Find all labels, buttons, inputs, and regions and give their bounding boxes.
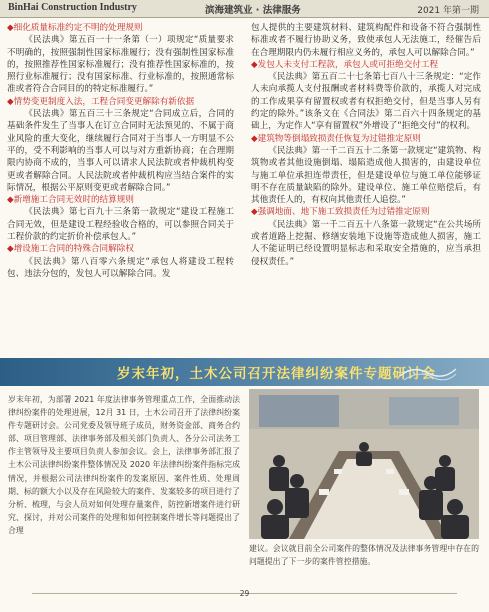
section-heading: ◆情势变更制度入法，工程合同变更解除有新依据 [7, 96, 195, 107]
section-heading: ◆增设施工合同的特殊合同解除权 [7, 244, 134, 255]
wave-ornament-icon [398, 361, 458, 383]
article-title-banner [0, 358, 489, 386]
body-paragraph: 《民法典》第八百零六条规定“承包人将建设工程转包、违法分包的，发包人可以解除合同。发 [7, 256, 234, 279]
article-body: 岁末年初，为部署 2021 年度法律事务管理重点工作，全面推动法律纠纷案件的处理进展，12月 31 日，土木公司召开了法律纠纷案件专题研讨会。公司党委及领导班子成员，财务资金部、商务合约部、项目管理部、法律事务部及相关部门负责人、各分公司法务工作主管领导及主要项目负责人参加会议。会上，法律事务部汇报了土木公司法律纠纷案件整体情况及 2020 年法律纠纷案件指标完成情况，并根据公司法律纠纷案件的发案原因、案件性质、处理周期、标的额大小以及存在风险较大的案件、发案较多的项目进行了分析、梳理，与会人员对如何处理存量案件，防控新增案件进行研究、探讨，并对公司案件的处理和如何控制案件增长等问题提出了合理 [8, 395, 240, 535]
body-paragraph: 包人提供的主要建筑材料、建筑构配件和设备不符合强制性标准或者不履行协助义务，致使承包人无法施工，经催告后在合理期限内仍未履行相应义务的，承包人可以解除合同。” [251, 23, 481, 58]
issue-label: 2021 年第一期 [417, 6, 479, 16]
journal-english-title: BinHai Construction Industry [8, 2, 137, 13]
section-heading: ◆细化质量标准约定不明的处理规则 [7, 23, 143, 33]
photo-caption: 建议。会议就目前全公司案件的整体情况及法律事务管理中存在的问题提出了下一步的案件管控措施。 [249, 544, 479, 566]
body-paragraph: 《民法典》第五百三十三条规定“合同成立后，合同的基础条件发生了当事人在订立合同时无法预见的、不属于商业风险的重大变化，继续履行合同对于当事人一方明显不公平的，受不利影响的当事人可以与对方重新协商；在合理期限内协商不成的，当事人可以请求人民法院或者仲裁机构变更或者解除合同。人民法院或者仲裁机构应当结合案件的实际情况，根据公平原则变更或者解除合同。” [7, 109, 234, 193]
section-heading: ◆新增施工合同无效时的结算规则 [7, 195, 134, 206]
body-paragraph: 《民法典》第五百一十一条第（一）项规定“质量要求不明确的，按照强制性国家标准履行；没有强制性国家标准的，按照推荐性国家标准履行；没有推荐性国家标准的，按照行业标准履行；没有国家标准、行业标准的，按照通常标准或者符合合同目的的特定标准履行。” [7, 35, 234, 95]
right-text-column [251, 22, 481, 268]
meeting-photo [249, 389, 479, 539]
article-title: 岁末年初，土木公司召开法律纠纷案件专题研讨会 [117, 366, 436, 382]
page-header [0, 0, 489, 18]
section-heading: ◆强调地面、地下施工致损责任为过错推定原则 [251, 207, 430, 218]
journal-section-title: 滨海建筑业 · 法律服务 [205, 5, 301, 16]
body-paragraph: 《民法典》第五百二十七条第七百八十三条规定：“定作人未向承揽人支付报酬或者材料费等价款的，承揽人对完成的工作成果享有留置权或者有权拒绝交付，但是当事人另有约定的除外。”该条文在《合同法》第二百六十四条规定的基础上，为定作人“享有留置权”外增设了“拒绝交付”的权利。 [251, 72, 481, 132]
body-paragraph: 《民法典》第一千二百五十二条第一款规定“建筑物、构筑物或者其他设施倒塌、塌陷造成他人损害的，由建设单位与施工单位承担连带责任，但是建设单位与施工单位能够证明不存在质量缺陷的除外。建设单位、施工单位赔偿后，有其他责任人的，有权向其他责任人追偿。” [251, 145, 481, 206]
body-paragraph: 《民法典》第一千二百五十八条第一款规定“在公共场所或者道路上挖掘、修缮安装地下设施等造成他人损害，施工人不能证明已经设置明显标志和采取安全措施的，应当承担侵权责任。” [251, 219, 481, 267]
page-number: 29 [239, 589, 250, 598]
body-paragraph: 《民法典》第七百九十三条第一款规定“建设工程施工合同无效，但是建设工程经验收合格的，可以参照合同关于工程价款的约定折价补偿承包人。” [7, 207, 234, 243]
section-heading: ◆建筑物等倒塌致损责任恢复为过错推定原则 [251, 133, 421, 144]
section-heading: ◆发包人未支付工程款，承包人或可拒绝交付工程 [251, 59, 439, 70]
left-text-column [7, 22, 234, 280]
